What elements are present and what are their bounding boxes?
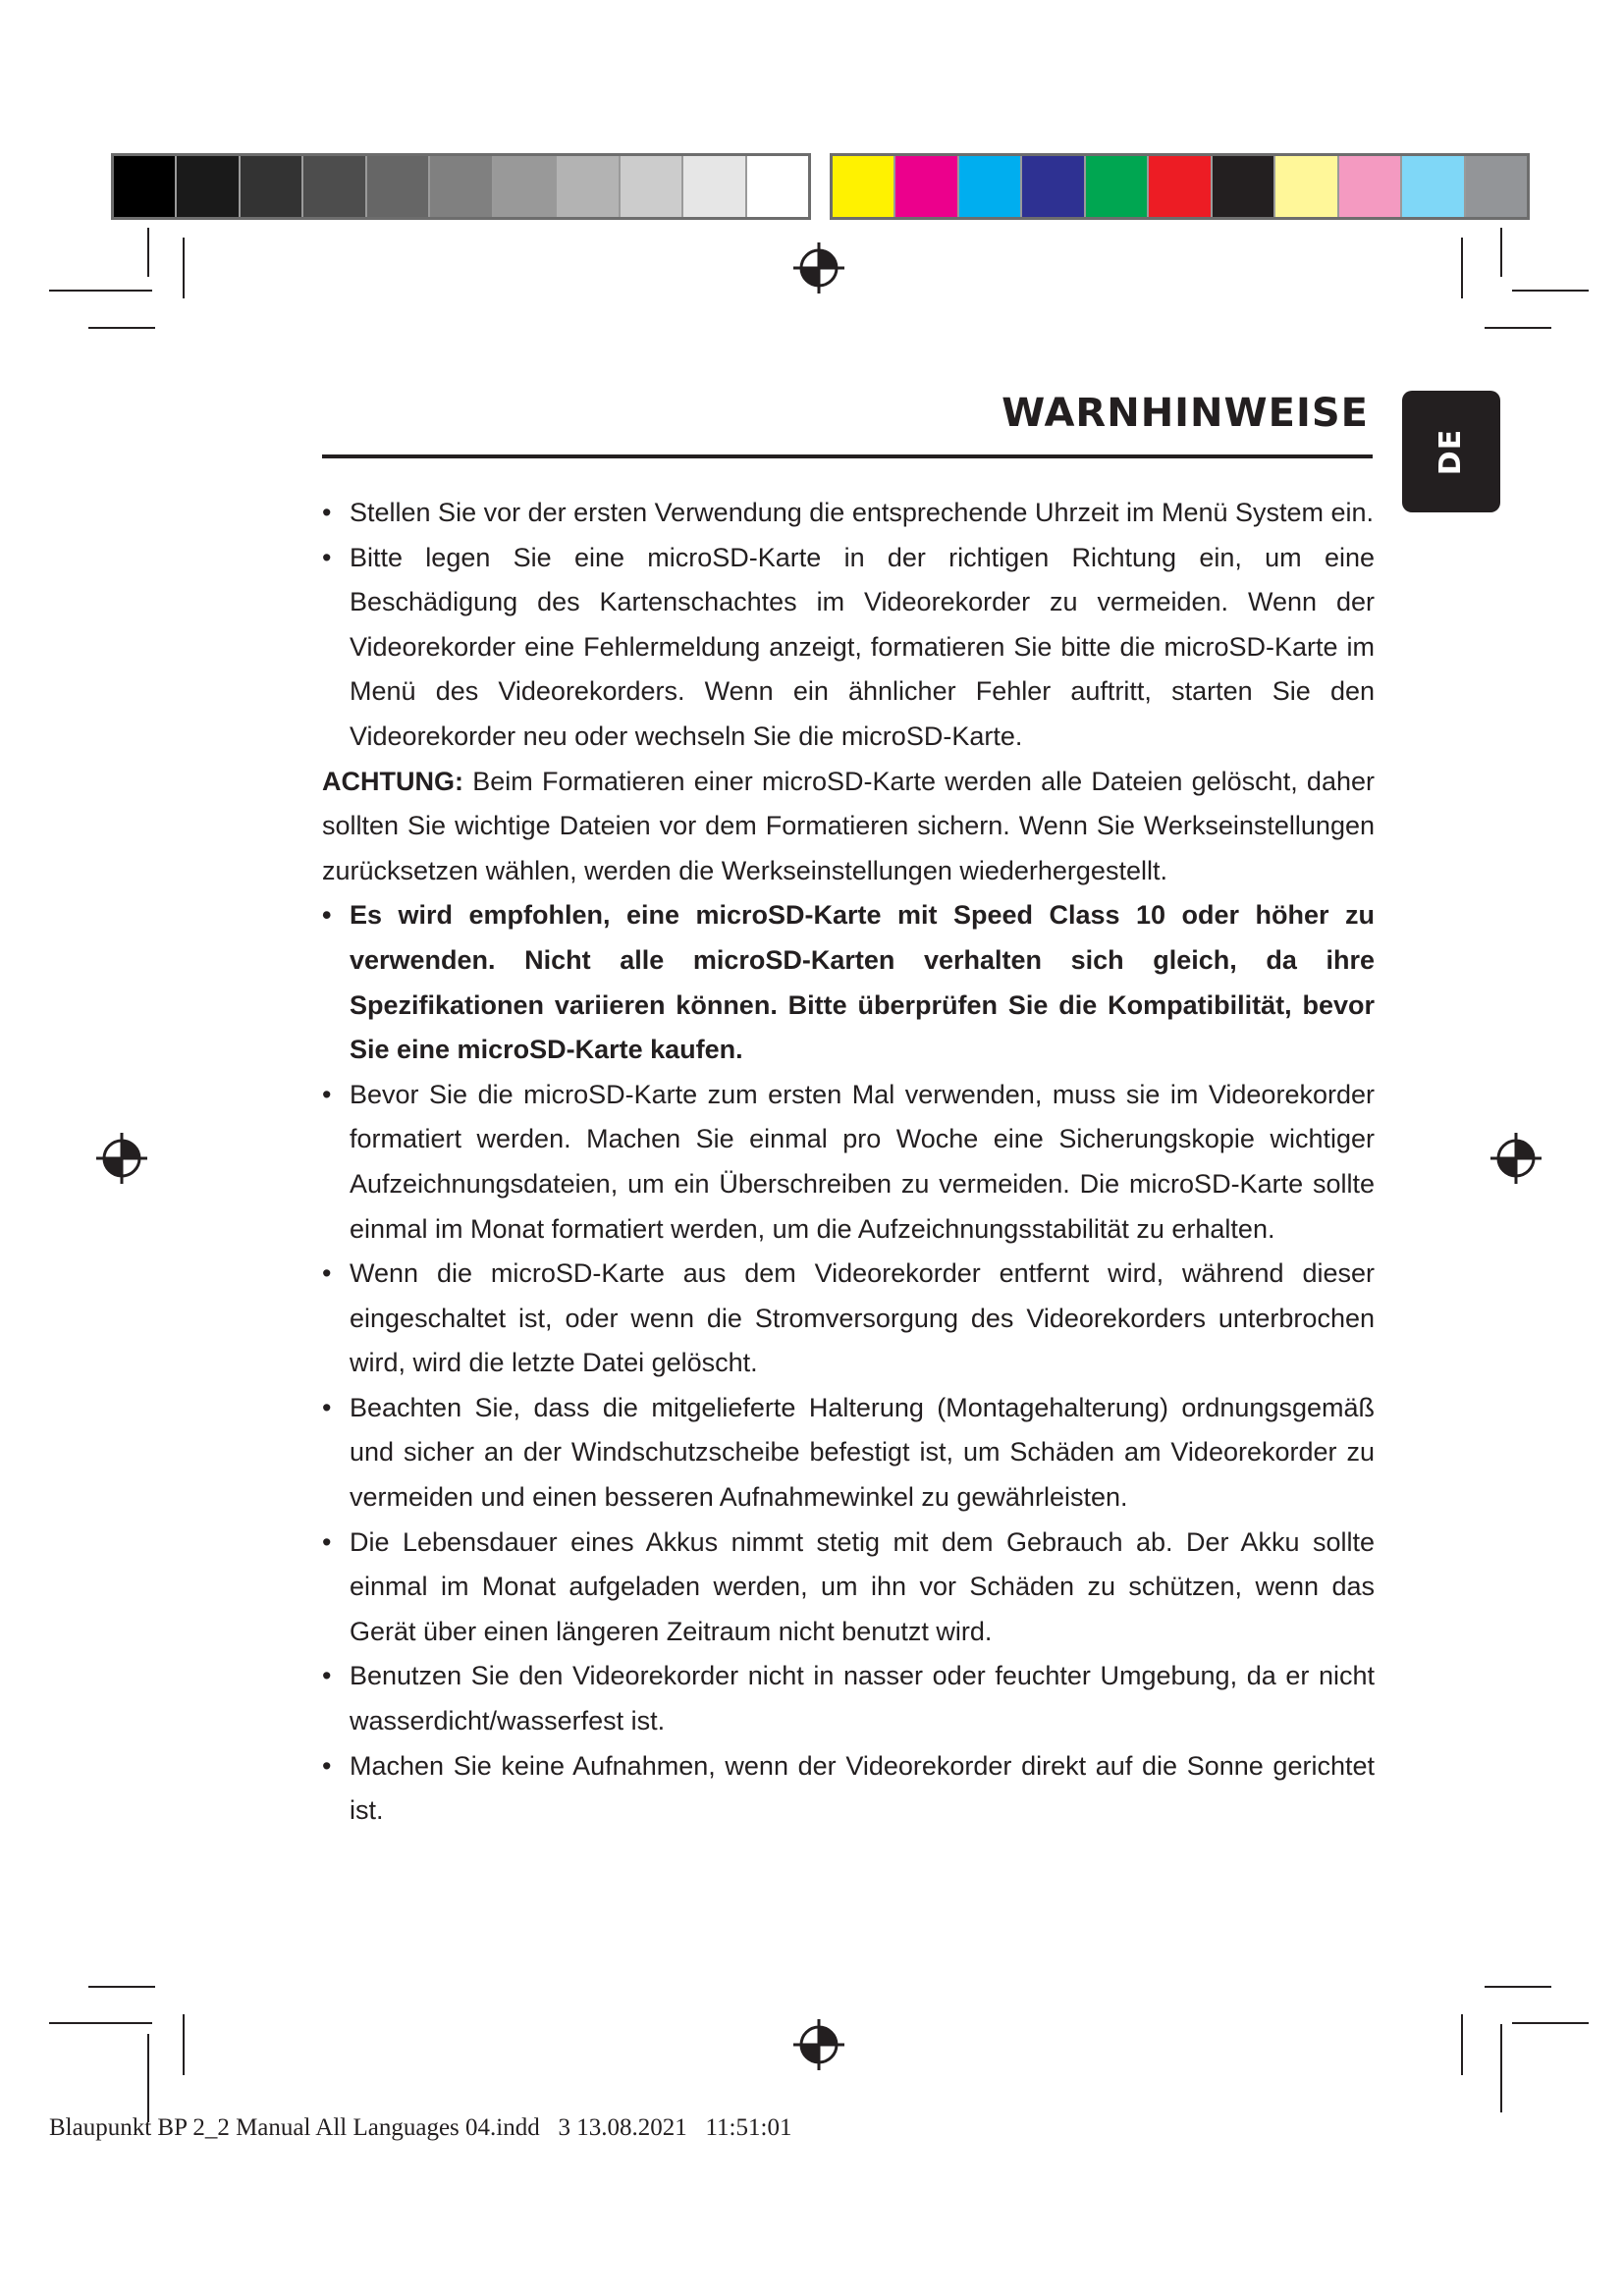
page-title: WARNHINWEISE — [1001, 391, 1369, 436]
caution-label: ACHTUNG: — [322, 766, 463, 796]
title-divider — [322, 454, 1373, 458]
color-swatch — [177, 156, 240, 217]
caution-paragraph — [322, 760, 1375, 894]
crop-mark — [1461, 2014, 1463, 2075]
color-swatch — [621, 156, 683, 217]
color-swatch — [1213, 156, 1275, 217]
color-swatch — [1086, 156, 1149, 217]
color-swatch — [683, 156, 746, 217]
color-swatch — [1149, 156, 1212, 217]
language-tab — [1402, 391, 1500, 512]
list-item: • Benutzen Sie den Videorekorder nicht in nasser oder feuchter Umgebung, da er nicht wasserdicht/wasserfest ist. — [322, 1654, 1375, 1743]
crop-mark — [1461, 238, 1463, 298]
color-swatch — [1275, 156, 1338, 217]
color-swatch — [1402, 156, 1465, 217]
language-tab-label: DE — [1434, 428, 1469, 475]
color-swatch — [303, 156, 366, 217]
registration-mark-icon — [92, 1129, 151, 1188]
color-swatch — [1466, 156, 1527, 217]
list-item: • Stellen Sie vor der ersten Verwendung die entsprechende Uhrzeit im Menü System ein. — [322, 491, 1375, 536]
crop-mark — [1485, 1986, 1551, 1988]
crop-mark — [1500, 228, 1502, 277]
color-swatch — [367, 156, 430, 217]
crop-mark — [1485, 327, 1551, 329]
color-swatch — [241, 156, 303, 217]
crop-mark — [49, 290, 152, 292]
color-swatch — [959, 156, 1022, 217]
list-item: • Bevor Sie die microSD-Karte zum ersten Mal verwenden, muss sie im Videorekorder formatiert werden. Machen Sie einmal pro Woche eine Sicherungskopie wichtiger Aufzeichnungsdateien, um ein Überschreiben zu vermeiden. Die microSD-Karte sollte einmal im Monat formatiert werden, um die Aufzeichnungsstabilität zu erhalten. — [322, 1073, 1375, 1252]
color-swatch — [833, 156, 895, 217]
crop-mark — [88, 327, 155, 329]
registration-mark-icon — [789, 239, 848, 297]
list-item: • Wenn die microSD-Karte aus dem Videorekorder entfernt wird, während dieser eingeschaltet ist, oder wenn die Stromversorgung des Videorekorders unterbrochen wird, wird die letzte Datei gelöscht. — [322, 1252, 1375, 1386]
crop-mark — [1500, 2024, 1502, 2112]
caution-text: Beim Formatieren einer microSD-Karte werden alle Dateien gelöscht, daher sollten Sie wichtige Dateien vor dem Formatieren sichern. Wenn Sie Werkseinstellungen zurücksetzen wählen, werden die Werkseinstellungen wiederhergestellt. — [322, 766, 1375, 885]
list-item: • Die Lebensdauer eines Akkus nimmt stetig mit dem Gebrauch ab. Der Akku sollte einmal im Monat aufgeladen werden, um ihn vor Schäden zu schützen, wenn das Gerät über einen längeren Zeitraum nicht benutzt wird. — [322, 1521, 1375, 1655]
crop-mark — [1512, 2022, 1589, 2024]
print-file-info: Blaupunkt BP 2_2 Manual All Languages 04.indd 3 13.08.2021 11:51:01 — [49, 2114, 792, 2141]
list-item: • Beachten Sie, dass die mitgelieferte Halterung (Montagehalterung) ordnungsgemäß und sicher an der Windschutzscheibe befestigt ist, um Schäden am Videorekorder zu vermeiden und einen besseren Aufnahmewinkel zu gewährleisten. — [322, 1386, 1375, 1521]
list-item-emphasized: • Es wird empfohlen, eine microSD-Karte mit Speed Class 10 oder höher zu verwenden. Nicht alle microSD-Karten verhalten sich gleich, da ihre Spezifikationen variieren können. Bitte überprüfen Sie die Kompatibilität, bevor Sie eine microSD-Karte kaufen. — [322, 893, 1375, 1072]
crop-mark — [88, 1986, 155, 1988]
list-item: • Machen Sie keine Aufnahmen, wenn der Videorekorder direkt auf die Sonne gerichtet ist. — [322, 1744, 1375, 1834]
registration-mark-icon — [1487, 1129, 1545, 1188]
color-swatch — [895, 156, 958, 217]
color-swatch — [114, 156, 177, 217]
warnings-content — [322, 491, 1375, 1834]
grayscale-calibration-bar — [111, 153, 811, 220]
list-item: • Bitte legen Sie eine microSD-Karte in der richtigen Richtung ein, um eine Beschädigung des Kartenschachtes im Videorekorder zu vermeiden. Wenn der Videorekorder eine Fehlermeldung anzeigt, formatieren Sie bitte die microSD-Karte im Menü des Videorekorders. Wenn ein ähnlicher Fehler auftritt, starten Sie den Videorekorder neu oder wechseln Sie die microSD-Karte. — [322, 536, 1375, 760]
color-swatch — [430, 156, 493, 217]
registration-mark-icon — [789, 2015, 848, 2074]
color-swatch — [494, 156, 557, 217]
color-calibration-bar — [830, 153, 1530, 220]
crop-mark — [183, 2014, 185, 2075]
crop-mark — [1512, 290, 1589, 292]
color-swatch — [1339, 156, 1402, 217]
crop-mark — [183, 238, 185, 298]
crop-mark — [147, 2034, 149, 2122]
color-swatch — [557, 156, 620, 217]
color-swatch — [747, 156, 808, 217]
color-swatch — [1022, 156, 1085, 217]
crop-mark — [49, 2022, 152, 2024]
crop-mark — [147, 228, 149, 277]
